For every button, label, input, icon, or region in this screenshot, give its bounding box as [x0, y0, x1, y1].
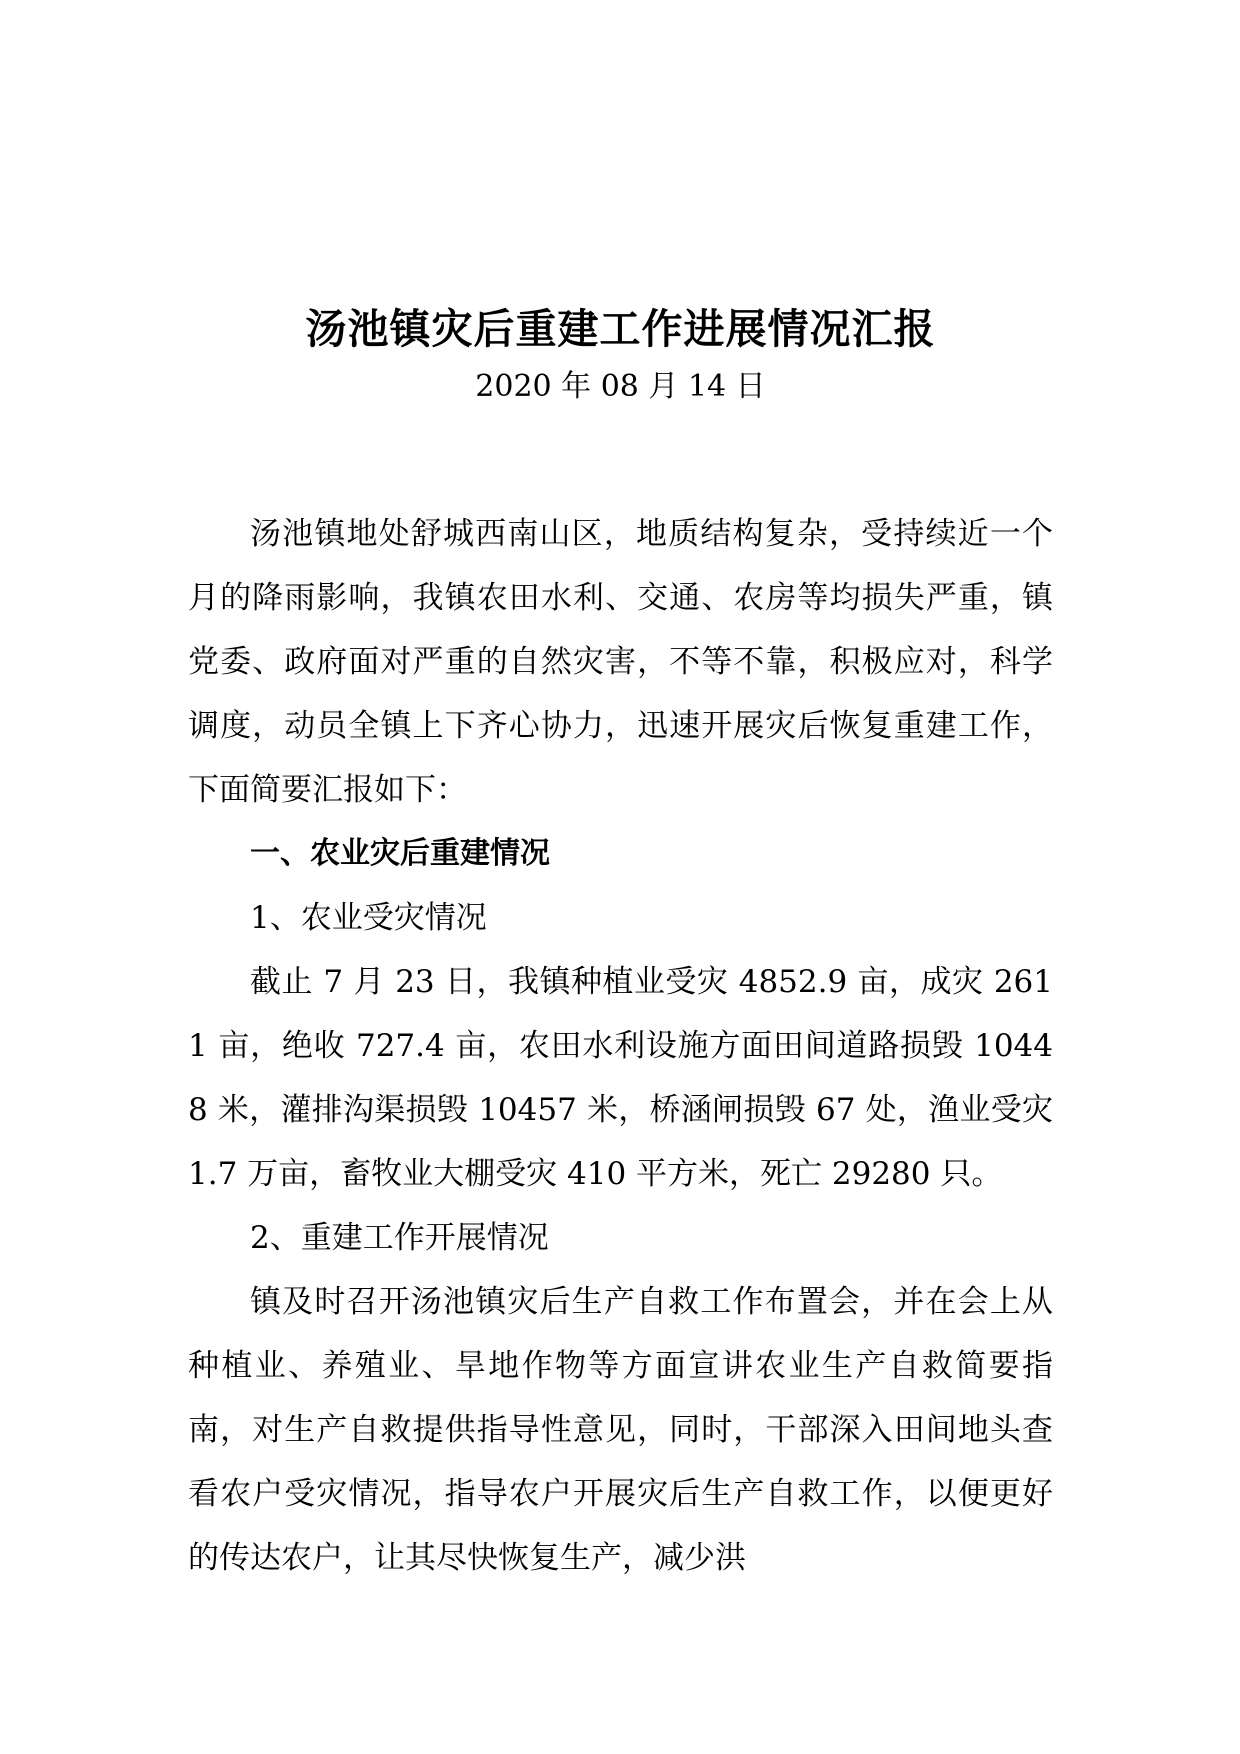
title-spacer [188, 412, 1053, 502]
rebuild-paragraph: 镇及时召开汤池镇灾后生产自救工作布置会，并在会上从种植业、养殖业、旱地作物等方面宣讲农业生产自救简要指南，对生产自救提供指导性意见，同时，干部深入田间地头查看农户受灾情况，指导农户开展灾后生产自救工作，以便更好的传达农户，让其尽快恢复生产，减少洪 [188, 1284, 1053, 1576]
subsection-heading-damage: 1、农业受灾情况 [250, 900, 487, 936]
damage-paragraph: 截止 7 月 23 日，我镇种植业受灾 4852.9 亩，成灾 2611 亩，绝收 727.4 亩，农田水利设施方面田间道路损毁 10448 米，灌排沟渠损毁 10457 米，桥涵闸损毁 67 处，渔业受灾 1.7 万亩，畜牧业大棚受灾 410 平方米，死亡 29280 只。 [188, 964, 1053, 1192]
document-date: 2020 年 08 月 14 日 [475, 369, 766, 404]
intro-paragraph: 汤池镇地处舒城西南山区，地质结构复杂，受持续近一个月的降雨影响，我镇农田水利、交通、农房等均损失严重，镇党委、政府面对严重的自然灾害，不等不靠，积极应对，科学调度，动员全镇上下齐心协力，迅速开展灾后恢复重建工作，下面简要汇报如下： [188, 516, 1053, 808]
document-body [188, 296, 1053, 1590]
section-heading-agriculture: 一、农业灾后重建情况 [250, 836, 550, 871]
document-title: 汤池镇灾后重建工作进展情况汇报 [305, 305, 936, 353]
subsection-heading-rebuild: 2、重建工作开展情况 [250, 1220, 549, 1256]
